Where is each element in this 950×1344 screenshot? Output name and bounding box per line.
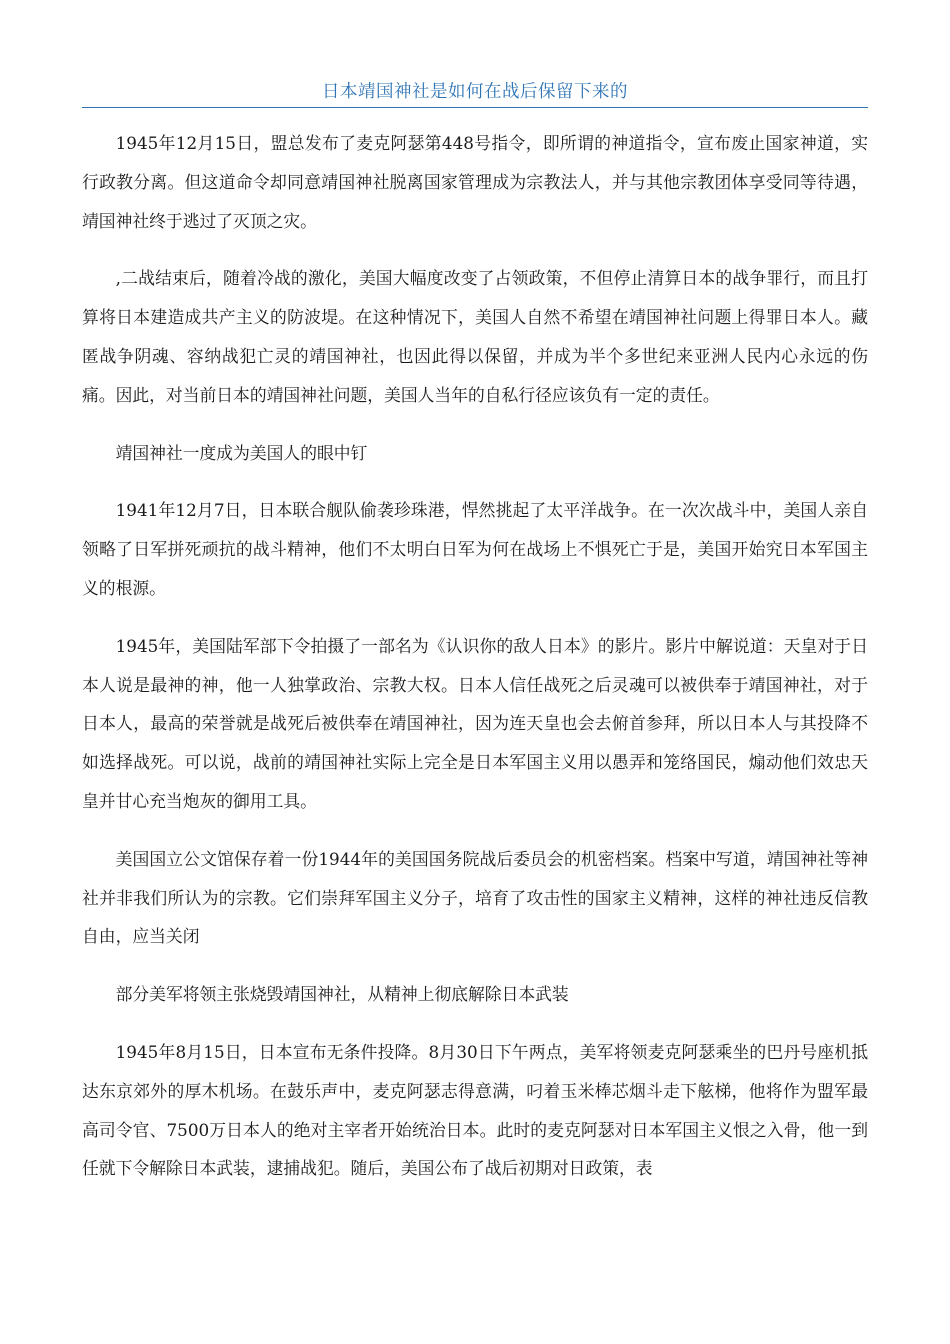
page-header xyxy=(82,0,868,108)
paragraph-2: ,二战结束后，随着冷战的激化，美国大幅度改变了占领政策，不但停止清算日本的战争罪行，而且打算将日本建造成共产主义的防波堤。在这种情况下，美国人自然不希望在靖国神社问题上得罪日本人。藏匿战争阴魂、容纳战犯亡灵的靖国神社，也因此得以保留，并成为半个多世纪来亚洲人民内心永远的伤痛。因此，对当前日本的靖国神社问题，美国人当年的自私行径应该负有一定的责任。 xyxy=(82,268,868,405)
section-heading-1: 靖国神社一度成为美国人的眼中钉 xyxy=(115,442,368,463)
paragraph-6: 1945年8月15日，日本宣布无条件投降。8月30日下午两点，美军将领麦克阿瑟乘坐的巴丹号座机抵达东京郊外的厚木机场。在鼓乐声中，麦克阿瑟志得意满，叼着玉米棒芯烟斗走下舷梯，他将作为盟军最高司令官、7500万日本人的绝对主宰者开始统治日本。此时的麦克阿瑟对日本军国主义恨之入骨，他一到任就下令解除日本武装，逮捕战犯。随后，美国公布了战后初期对日政策，表 xyxy=(82,1041,868,1179)
document-page xyxy=(82,0,868,1207)
paragraph-1: 1945年12月15日，盟总发布了麦克阿瑟第448号指令，即所谓的神道指令，宣布废止国家神道，实行政教分离。但这道命令却同意靖国神社脱离国家管理成为宗教法人，并与其他宗教团体享受同等待遇，靖国神社终于逃过了灭顶之灾。 xyxy=(82,133,868,231)
paragraph-4: 1945年，美国陆军部下令拍摄了一部名为《认识你的敌人日本》的影片。影片中解说道：天皇对于日本人说是最神的神，他一人独掌政治、宗教大权。日本人信任战死之后灵魂可以被供奉于靖国神社，对于日本人，最高的荣誉就是战死后被供奉在靖国神社，因为连天皇也会去俯首参拜，所以日本人与其投降不如选择战死。可以说，战前的靖国神社实际上完全是日本军国主义用以愚弄和笼络国民，煽动他们效忠天皇并甘心充当炮灰的御用工具。 xyxy=(82,635,868,811)
paragraph-3: 1941年12月7日，日本联合舰队偷袭珍珠港，悍然挑起了太平洋战争。在一次次战斗中，美国人亲自领略了日军拼死顽抗的战斗精神，他们不太明白日军为何在战场上不惧死亡于是，美国开始究日本军国主义的根源。 xyxy=(82,500,868,598)
document-body xyxy=(82,108,868,1188)
section-heading-2: 部分美军将领主张烧毁靖国神社，从精神上彻底解除日本武装 xyxy=(115,984,569,1005)
page-title: 日本靖国神社是如何在战后保留下来的 xyxy=(322,82,628,102)
paragraph-5: 美国国立公文馆保存着一份1944年的美国国务院战后委员会的机密档案。档案中写道，靖国神社等神社并非我们所认为的宗教。它们崇拜军国主义分子，培育了攻击性的国家主义精神，这样的神社违反信教自由，应当关闭 xyxy=(82,848,868,947)
